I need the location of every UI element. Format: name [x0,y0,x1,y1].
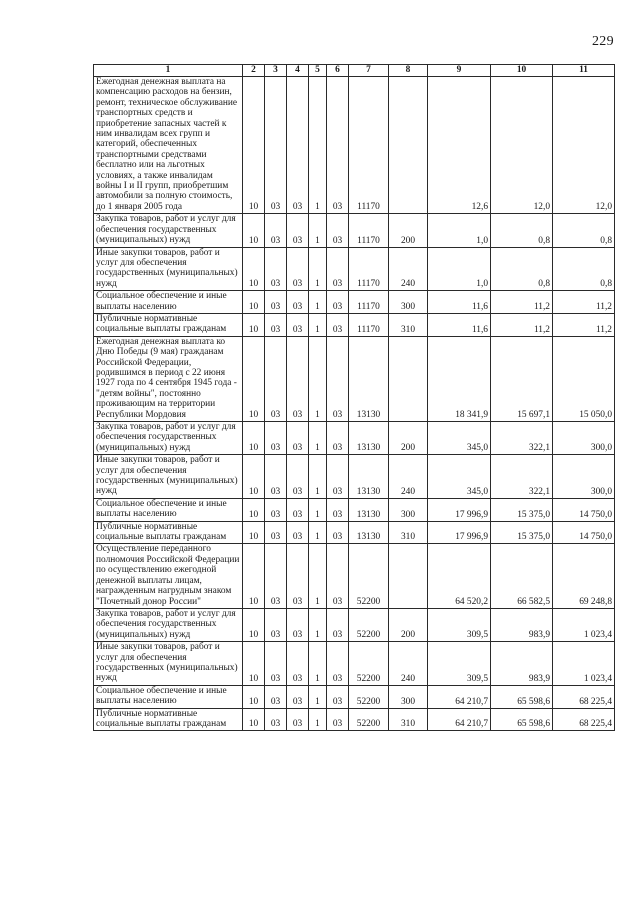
table-row [94,313,615,336]
row-description: Публичные нормативные социальные выплаты гражданам [94,313,243,336]
code-cell: 03 [287,685,309,708]
code-cell: 1 [309,455,327,499]
code-cell: 1 [309,313,327,336]
code-cell: 10 [243,291,265,314]
table-row [94,422,615,455]
code-cell: 03 [265,708,287,731]
amount-cell: 0,8 [553,214,615,247]
amount-cell: 68 225,4 [553,708,615,731]
code-cell: 10 [243,214,265,247]
code-cell: 11170 [349,77,389,214]
code-cell: 03 [265,455,287,499]
row-description: Публичные нормативные социальные выплаты гражданам [94,708,243,731]
amount-cell: 1 023,4 [553,642,615,686]
row-description: Осуществление переданного полномочия Российской Федерации по осуществлению ежегодной денежной выплаты лицам, награжденным нагрудным знаком "Почетный донор России" [94,544,243,608]
expense-type-cell: 200 [389,608,428,641]
code-cell: 13130 [349,422,389,455]
row-description: Иные закупки товаров, работ и услуг для обеспечения государственных (муниципальных) нужд [94,455,243,499]
code-cell: 1 [309,77,327,214]
code-cell: 03 [327,422,349,455]
amount-cell: 66 582,5 [491,544,553,608]
amount-cell: 64 210,7 [428,685,491,708]
amount-cell: 15 375,0 [491,521,553,544]
amount-cell: 65 598,6 [491,685,553,708]
amount-cell: 17 996,9 [428,498,491,521]
code-cell: 10 [243,77,265,214]
expense-type-cell [389,336,428,421]
code-cell: 03 [265,544,287,608]
code-cell: 11170 [349,247,389,291]
code-cell: 03 [327,247,349,291]
row-description: Иные закупки товаров, работ и услуг для обеспечения государственных (муниципальных) нужд [94,642,243,686]
code-cell: 03 [327,642,349,686]
code-cell: 03 [265,608,287,641]
column-header: 11 [553,65,615,77]
code-cell: 03 [265,291,287,314]
amount-cell: 12,6 [428,77,491,214]
code-cell: 03 [327,455,349,499]
amount-cell: 1,0 [428,214,491,247]
amount-cell: 18 341,9 [428,336,491,421]
table-row [94,608,615,641]
code-cell: 52200 [349,685,389,708]
amount-cell: 0,8 [553,247,615,291]
code-cell: 52200 [349,708,389,731]
row-description: Социальное обеспечение и иные выплаты населению [94,685,243,708]
table-header [94,65,615,77]
amount-cell: 14 750,0 [553,498,615,521]
expense-type-cell: 310 [389,521,428,544]
amount-cell: 12,0 [491,77,553,214]
code-cell: 1 [309,422,327,455]
row-description: Социальное обеспечение и иные выплаты населению [94,498,243,521]
expense-type-cell: 300 [389,291,428,314]
column-header: 5 [309,65,327,77]
code-cell: 03 [265,685,287,708]
code-cell: 10 [243,708,265,731]
code-cell: 1 [309,521,327,544]
table-row [94,642,615,686]
table-row [94,708,615,731]
amount-cell: 64 520,2 [428,544,491,608]
code-cell: 10 [243,521,265,544]
code-cell: 03 [265,498,287,521]
column-header: 1 [94,65,243,77]
amount-cell: 11,6 [428,291,491,314]
amount-cell: 300,0 [553,422,615,455]
table-body [94,77,615,731]
code-cell: 11170 [349,313,389,336]
column-header: 7 [349,65,389,77]
code-cell: 1 [309,608,327,641]
code-cell: 03 [287,521,309,544]
amount-cell: 11,2 [491,291,553,314]
code-cell: 10 [243,247,265,291]
code-cell: 52200 [349,608,389,641]
code-cell: 03 [265,642,287,686]
amount-cell: 0,8 [491,247,553,291]
amount-cell: 345,0 [428,422,491,455]
code-cell: 13130 [349,336,389,421]
amount-cell: 64 210,7 [428,708,491,731]
amount-cell: 0,8 [491,214,553,247]
row-description: Закупка товаров, работ и услуг для обеспечения государственных (муниципальных) нужд [94,608,243,641]
code-cell: 03 [265,313,287,336]
code-cell: 1 [309,291,327,314]
amount-cell: 14 750,0 [553,521,615,544]
row-description: Ежегодная денежная выплата ко Дню Победы (9 мая) гражданам Российской Федерации, родившимся в период с 22 июня 1927 года по 4 сентября 1945 года - "детям войны", постоянно проживающим на территории Республики Мордовия [94,336,243,421]
expense-type-cell: 200 [389,422,428,455]
amount-cell: 17 996,9 [428,521,491,544]
amount-cell: 15 050,0 [553,336,615,421]
code-cell: 03 [287,498,309,521]
code-cell: 10 [243,544,265,608]
amount-cell: 68 225,4 [553,685,615,708]
code-cell: 03 [265,214,287,247]
code-cell: 52200 [349,544,389,608]
code-cell: 03 [265,422,287,455]
code-cell: 03 [327,291,349,314]
code-cell: 13130 [349,498,389,521]
code-cell: 11170 [349,214,389,247]
amount-cell: 309,5 [428,608,491,641]
code-cell: 10 [243,313,265,336]
row-description: Ежегодная денежная выплата на компенсацию расходов на бензин, ремонт, техническое обслуживание транспортных средств и приобретение запасных частей к ним инвалидам всех групп и категорий, обеспеченных транспортными средствами бесплатно или на льготных условиях, а также инвалидам войны I и II групп, приобретшим автомобили за полную стоимость, до 1 января 2005 года [94,77,243,214]
expense-type-cell: 240 [389,642,428,686]
code-cell: 03 [327,708,349,731]
column-header: 8 [389,65,428,77]
code-cell: 1 [309,708,327,731]
table-row [94,291,615,314]
code-cell: 1 [309,247,327,291]
code-cell: 03 [327,685,349,708]
code-cell: 03 [287,544,309,608]
code-cell: 03 [265,336,287,421]
code-cell: 03 [327,544,349,608]
code-cell: 03 [265,77,287,214]
code-cell: 10 [243,498,265,521]
page-number: 229 [592,34,614,49]
code-cell: 03 [287,313,309,336]
expense-type-cell: 300 [389,685,428,708]
amount-cell: 983,9 [491,642,553,686]
code-cell: 03 [287,708,309,731]
code-cell: 03 [327,521,349,544]
code-cell: 03 [287,455,309,499]
code-cell: 10 [243,685,265,708]
table-row [94,247,615,291]
code-cell: 1 [309,685,327,708]
expense-type-cell: 300 [389,498,428,521]
code-cell: 03 [327,77,349,214]
amount-cell: 322,1 [491,455,553,499]
expense-type-cell: 310 [389,708,428,731]
code-cell: 03 [287,291,309,314]
code-cell: 03 [287,422,309,455]
column-header: 2 [243,65,265,77]
table-row [94,498,615,521]
code-cell: 03 [287,214,309,247]
table-row [94,336,615,421]
code-cell: 03 [327,313,349,336]
amount-cell: 11,2 [491,313,553,336]
code-cell: 10 [243,422,265,455]
code-cell: 03 [287,336,309,421]
expense-type-cell: 240 [389,247,428,291]
code-cell: 1 [309,214,327,247]
amount-cell: 345,0 [428,455,491,499]
code-cell: 1 [309,336,327,421]
expense-type-cell: 240 [389,455,428,499]
code-cell: 13130 [349,455,389,499]
column-header: 10 [491,65,553,77]
budget-table [93,64,615,731]
row-description: Социальное обеспечение и иные выплаты населению [94,291,243,314]
code-cell: 03 [287,77,309,214]
code-cell: 03 [327,214,349,247]
amount-cell: 1,0 [428,247,491,291]
code-cell: 10 [243,608,265,641]
code-cell: 03 [265,521,287,544]
amount-cell: 15 375,0 [491,498,553,521]
row-description: Публичные нормативные социальные выплаты гражданам [94,521,243,544]
code-cell: 52200 [349,642,389,686]
column-header: 4 [287,65,309,77]
code-cell: 1 [309,642,327,686]
table-row [94,685,615,708]
table-row [94,455,615,499]
code-cell: 03 [327,608,349,641]
header-row [94,65,615,77]
amount-cell: 69 248,8 [553,544,615,608]
amount-cell: 11,2 [553,291,615,314]
code-cell: 10 [243,642,265,686]
code-cell: 10 [243,336,265,421]
column-header: 9 [428,65,491,77]
table-row [94,521,615,544]
code-cell: 1 [309,498,327,521]
code-cell: 03 [287,608,309,641]
amount-cell: 15 697,1 [491,336,553,421]
expense-type-cell: 310 [389,313,428,336]
amount-cell: 983,9 [491,608,553,641]
code-cell: 03 [265,247,287,291]
code-cell: 1 [309,544,327,608]
code-cell: 10 [243,455,265,499]
expense-type-cell [389,544,428,608]
amount-cell: 12,0 [553,77,615,214]
amount-cell: 65 598,6 [491,708,553,731]
amount-cell: 309,5 [428,642,491,686]
amount-cell: 11,2 [553,313,615,336]
row-description: Закупка товаров, работ и услуг для обеспечения государственных (муниципальных) нужд [94,422,243,455]
row-description: Иные закупки товаров, работ и услуг для обеспечения государственных (муниципальных) нужд [94,247,243,291]
column-header: 6 [327,65,349,77]
expense-type-cell: 200 [389,214,428,247]
amount-cell: 300,0 [553,455,615,499]
table-row [94,214,615,247]
code-cell: 03 [287,247,309,291]
code-cell: 13130 [349,521,389,544]
amount-cell: 1 023,4 [553,608,615,641]
table-row [94,544,615,608]
code-cell: 11170 [349,291,389,314]
code-cell: 03 [327,498,349,521]
table-row [94,77,615,214]
row-description: Закупка товаров, работ и услуг для обеспечения государственных (муниципальных) нужд [94,214,243,247]
code-cell: 03 [287,642,309,686]
column-header: 3 [265,65,287,77]
code-cell: 03 [327,336,349,421]
expense-type-cell [389,77,428,214]
amount-cell: 11,6 [428,313,491,336]
amount-cell: 322,1 [491,422,553,455]
